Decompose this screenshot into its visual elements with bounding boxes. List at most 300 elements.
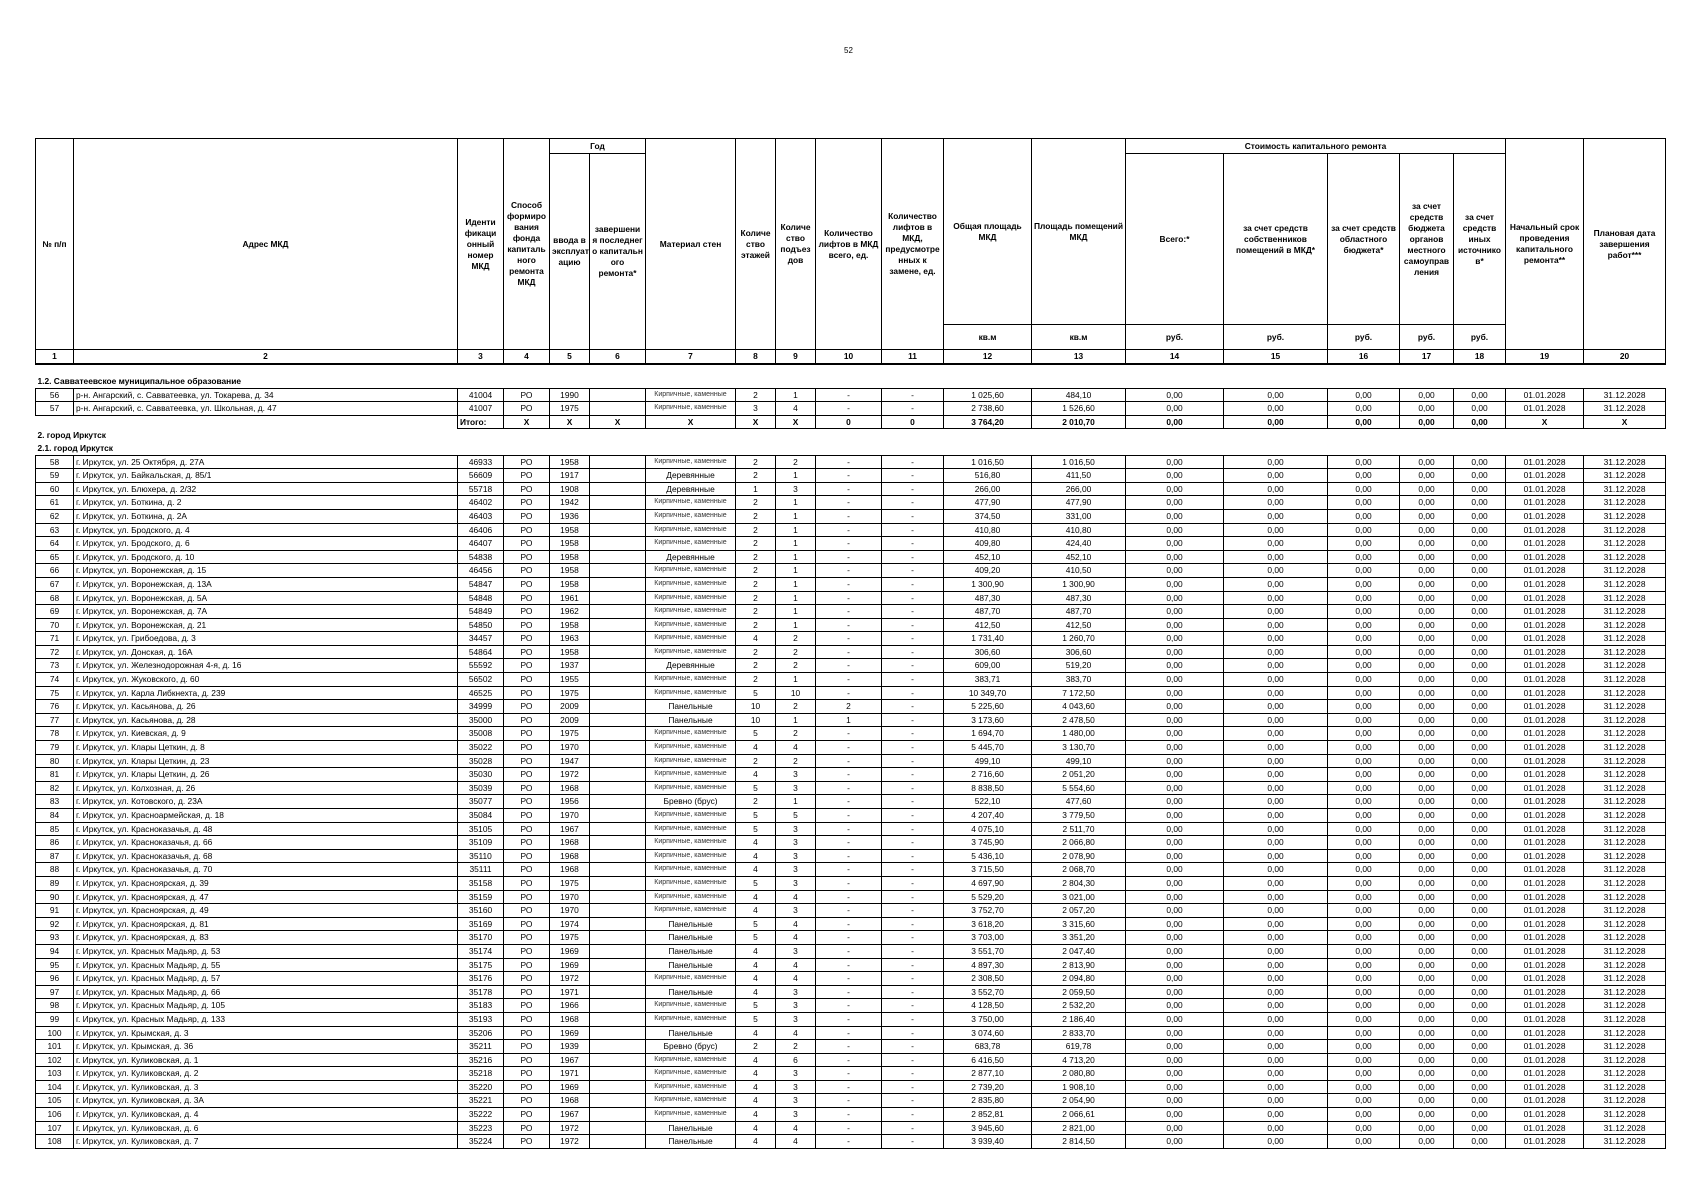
table-cell: 1967 (550, 822, 590, 836)
table-cell: 0,00 (1126, 1080, 1224, 1094)
table-cell: 0,00 (1328, 904, 1400, 918)
table-cell: 01.01.2028 (1506, 795, 1584, 809)
table-cell: 0,00 (1224, 659, 1328, 673)
table-cell: 1956 (550, 795, 590, 809)
table-cell: 01.01.2028 (1506, 673, 1584, 687)
table-cell: 54864 (458, 645, 504, 659)
table-row (36, 944, 1666, 958)
table-cell: 0,00 (1126, 944, 1224, 958)
table-cell: - (882, 931, 944, 945)
table-cell: 4 (736, 741, 776, 755)
table-cell: - (882, 809, 944, 823)
table-cell: 0,00 (1328, 836, 1400, 850)
section-title: 2.1. город Иркутск (37, 442, 113, 453)
table-cell: 1 300,90 (1032, 577, 1126, 591)
table-cell: Кирпичные, каменные (646, 999, 736, 1013)
table-cell: РО (504, 455, 550, 469)
table-cell: 306,60 (944, 645, 1032, 659)
table-cell: 1968 (550, 781, 590, 795)
table-cell: - (816, 958, 882, 972)
table-cell: г. Иркутск, ул. Крымская, д. 3 (74, 1026, 458, 1040)
table-cell: 0,00 (1126, 1053, 1224, 1067)
total-cell: X (1506, 415, 1584, 429)
table-cell: 2 (776, 455, 816, 469)
table-cell: 1939 (550, 1040, 590, 1054)
table-cell: 59 (36, 469, 74, 483)
table-cell: Кирпичные, каменные (646, 686, 736, 700)
table-cell: 4 128,50 (944, 999, 1032, 1013)
table-cell: 0,00 (1328, 972, 1400, 986)
table-cell: 0,00 (1400, 605, 1454, 619)
table-cell: 499,10 (944, 754, 1032, 768)
table-cell: - (816, 659, 882, 673)
table-cell: Кирпичные, каменные (646, 1067, 736, 1081)
table-cell: 2 (776, 632, 816, 646)
table-cell: Кирпичные, каменные (646, 822, 736, 836)
table-cell (590, 659, 646, 673)
table-cell: 0,00 (1328, 659, 1400, 673)
col-cost-local: за счет средств бюджета органов местного самоуправ ления (1400, 154, 1454, 325)
table-cell: 01.01.2028 (1506, 618, 1584, 632)
table-cell: 1971 (550, 985, 590, 999)
table-cell: 4 (736, 632, 776, 646)
table-cell: 2 054,90 (1032, 1094, 1126, 1108)
table-cell: 0,00 (1328, 645, 1400, 659)
table-cell: 64 (36, 537, 74, 551)
table-cell: 65 (36, 550, 74, 564)
table-cell: РО (504, 876, 550, 890)
table-cell: Панельные (646, 917, 736, 931)
table-cell: 0,00 (1400, 591, 1454, 605)
table-cell: - (882, 645, 944, 659)
table-cell: - (816, 944, 882, 958)
table-cell: 0,00 (1454, 904, 1506, 918)
table-cell: 35030 (458, 768, 504, 782)
table-cell: 5 (736, 781, 776, 795)
table-cell: 2 (776, 727, 816, 741)
table-cell (590, 972, 646, 986)
table-cell: 0,00 (1454, 999, 1506, 1013)
table-row (36, 482, 1666, 496)
table-cell: 1 (776, 523, 816, 537)
table-cell: - (882, 482, 944, 496)
table-cell: 0,00 (1400, 822, 1454, 836)
table-cell: РО (504, 944, 550, 958)
table-cell: 0,00 (1328, 1108, 1400, 1122)
table-cell: 0,00 (1400, 673, 1454, 687)
table-cell: 3 074,60 (944, 1026, 1032, 1040)
table-cell: 2 852,81 (944, 1108, 1032, 1122)
table-cell: 3 (776, 822, 816, 836)
table-cell: Кирпичные, каменные (646, 1080, 736, 1094)
table-cell: 0,00 (1224, 754, 1328, 768)
table-cell: 104 (36, 1080, 74, 1094)
table-cell: 0,00 (1454, 822, 1506, 836)
table-cell: 477,60 (1032, 795, 1126, 809)
table-cell: 35218 (458, 1067, 504, 1081)
table-cell: 01.01.2028 (1506, 863, 1584, 877)
table-cell: 2009 (550, 700, 590, 714)
unit-area: кв.м (944, 325, 1032, 350)
table-cell: Кирпичные, каменные (646, 523, 736, 537)
total-cell: X (504, 415, 550, 429)
table-cell: Деревянные (646, 659, 736, 673)
total-cell: 0 (816, 415, 882, 429)
table-cell: Кирпичные, каменные (646, 754, 736, 768)
table-cell: 3 (776, 944, 816, 958)
table-cell: 35084 (458, 809, 504, 823)
table-cell: - (816, 1026, 882, 1040)
table-cell: РО (504, 550, 550, 564)
table-cell: 4 (776, 1135, 816, 1149)
table-cell: 31.12.2028 (1584, 836, 1666, 850)
column-number: 17 (1400, 350, 1454, 365)
table-cell: - (816, 904, 882, 918)
table-cell: 0,00 (1400, 469, 1454, 483)
table-cell: 31.12.2028 (1584, 632, 1666, 646)
table-cell: 01.01.2028 (1506, 1080, 1584, 1094)
table-cell: 0,00 (1224, 741, 1328, 755)
table-cell: - (816, 1080, 882, 1094)
table-cell: 3 130,70 (1032, 741, 1126, 755)
table-cell: 2 (736, 659, 776, 673)
table-cell: 0,00 (1400, 577, 1454, 591)
table-cell: 0,00 (1454, 686, 1506, 700)
table-cell: 2 051,20 (1032, 768, 1126, 782)
table-cell: 31.12.2028 (1584, 849, 1666, 863)
table-cell: 2 813,90 (1032, 958, 1126, 972)
table-cell: 106 (36, 1108, 74, 1122)
table-cell: 0,00 (1400, 1012, 1454, 1026)
table-cell: р-н. Ангарский, с. Савватеевка, ул. Токарева, д. 34 (74, 388, 458, 402)
table-cell: 3 552,70 (944, 985, 1032, 999)
table-cell: 1 (776, 713, 816, 727)
table-cell: - (882, 659, 944, 673)
table-cell: 2 (736, 537, 776, 551)
table-cell (590, 1040, 646, 1054)
table-cell: 424,40 (1032, 537, 1126, 551)
table-cell: 0,00 (1126, 890, 1224, 904)
table-cell: Панельные (646, 713, 736, 727)
table-row (36, 849, 1666, 863)
table-cell: 0,00 (1400, 809, 1454, 823)
table-cell: 3 945,60 (944, 1121, 1032, 1135)
table-cell: 67 (36, 577, 74, 591)
table-cell: 7 172,50 (1032, 686, 1126, 700)
table-cell: 0,00 (1454, 700, 1506, 714)
table-cell: 0,00 (1224, 509, 1328, 523)
table-cell: 1972 (550, 1121, 590, 1135)
table-cell: 1968 (550, 1094, 590, 1108)
table-cell: 4 697,90 (944, 876, 1032, 890)
table-cell: 35110 (458, 849, 504, 863)
table-cell: 0,00 (1126, 781, 1224, 795)
table-cell: 83 (36, 795, 74, 809)
table-cell: 0,00 (1328, 537, 1400, 551)
table-cell: - (882, 700, 944, 714)
table-cell: - (882, 781, 944, 795)
table-row (36, 809, 1666, 823)
table-cell: 84 (36, 809, 74, 823)
table-cell: 0,00 (1400, 890, 1454, 904)
table-cell: 0,00 (1126, 917, 1224, 931)
table-cell (590, 795, 646, 809)
table-cell: 1 (776, 564, 816, 578)
table-cell: 31.12.2028 (1584, 809, 1666, 823)
table-cell: 0,00 (1400, 1080, 1454, 1094)
table-cell: РО (504, 781, 550, 795)
table-cell: 31.12.2028 (1584, 645, 1666, 659)
table-cell: - (882, 1040, 944, 1054)
table-cell: 2 078,90 (1032, 849, 1126, 863)
table-cell: 487,70 (944, 605, 1032, 619)
table-row (36, 958, 1666, 972)
table-cell: 409,20 (944, 564, 1032, 578)
table-cell: 0,00 (1224, 781, 1328, 795)
table-cell: 4 (736, 849, 776, 863)
col-address: Адрес МКД (74, 139, 458, 350)
table-cell: 0,00 (1224, 618, 1328, 632)
table-cell: г. Иркутск, ул. Киевская, д. 9 (74, 727, 458, 741)
table-cell: 0,00 (1328, 781, 1400, 795)
table-cell (590, 673, 646, 687)
table-cell: 10 (736, 713, 776, 727)
table-cell: - (882, 1094, 944, 1108)
table-row (36, 727, 1666, 741)
table-cell: РО (504, 1135, 550, 1149)
table-cell: РО (504, 1026, 550, 1040)
table-cell: 0,00 (1454, 781, 1506, 795)
table-cell: - (816, 741, 882, 755)
table-cell: - (816, 1012, 882, 1026)
table-cell: р-н. Ангарский, с. Савватеевка, ул. Школьная, д. 47 (74, 402, 458, 416)
table-cell: 01.01.2028 (1506, 944, 1584, 958)
table-cell: 1975 (550, 931, 590, 945)
table-cell: 3 (776, 1012, 816, 1026)
table-cell: г. Иркутск, ул. Котовского, д. 23А (74, 795, 458, 809)
table-cell: 97 (36, 985, 74, 999)
table-cell: 0,00 (1400, 564, 1454, 578)
table-cell: 0,00 (1126, 632, 1224, 646)
table-row (36, 686, 1666, 700)
table-cell: 0,00 (1224, 700, 1328, 714)
total-cell: X (646, 415, 736, 429)
table-cell: г. Иркутск, ул. Клары Цеткин, д. 8 (74, 741, 458, 755)
table-cell: РО (504, 509, 550, 523)
table-cell: - (882, 673, 944, 687)
table-cell: г. Иркутск, ул. Красных Мадьяр, д. 55 (74, 958, 458, 972)
table-cell: 31.12.2028 (1584, 713, 1666, 727)
table-cell: 01.01.2028 (1506, 659, 1584, 673)
table-cell: 3 750,00 (944, 1012, 1032, 1026)
table-cell: 3 (776, 1080, 816, 1094)
table-cell: 1 (776, 795, 816, 809)
table-row (36, 985, 1666, 999)
table-cell: 0,00 (1454, 388, 1506, 402)
table-cell: 0,00 (1224, 904, 1328, 918)
table-cell: - (816, 863, 882, 877)
table-cell: 0,00 (1224, 795, 1328, 809)
table-cell: Кирпичные, каменные (646, 1094, 736, 1108)
table-row (36, 1040, 1666, 1054)
table-cell: 1 (776, 605, 816, 619)
total-cell: 0,00 (1328, 415, 1400, 429)
column-number: 6 (590, 350, 646, 365)
table-cell: 10 (776, 686, 816, 700)
table-cell: 31.12.2028 (1584, 469, 1666, 483)
table-cell: 0,00 (1224, 822, 1328, 836)
table-cell: 0,00 (1126, 958, 1224, 972)
table-row (36, 1067, 1666, 1081)
table-cell: - (816, 754, 882, 768)
table-cell: 31.12.2028 (1584, 700, 1666, 714)
table-cell: 46402 (458, 496, 504, 510)
table-cell: 383,71 (944, 673, 1032, 687)
table-cell: Кирпичные, каменные (646, 863, 736, 877)
table-cell: - (882, 727, 944, 741)
table-cell: 77 (36, 713, 74, 727)
table-cell: 4 043,60 (1032, 700, 1126, 714)
table-cell: 484,10 (1032, 388, 1126, 402)
table-cell: 31.12.2028 (1584, 1012, 1666, 1026)
table-cell: 5 (736, 809, 776, 823)
table-cell: 5 (736, 917, 776, 931)
table-cell: г. Иркутск, ул. Красных Мадьяр, д. 105 (74, 999, 458, 1013)
table-cell: г. Иркутск, ул. Блюхера, д. 2/32 (74, 482, 458, 496)
table-cell: 0,00 (1224, 836, 1328, 850)
total-cell: 0 (882, 415, 944, 429)
table-cell: 58 (36, 455, 74, 469)
table-cell: 0,00 (1126, 849, 1224, 863)
unit-area: кв.м (1032, 325, 1126, 350)
table-cell: 0,00 (1400, 1094, 1454, 1108)
table-cell: 0,00 (1224, 876, 1328, 890)
table-cell: 3 351,20 (1032, 931, 1126, 945)
table-cell: 31.12.2028 (1584, 686, 1666, 700)
table-cell: Кирпичные, каменные (646, 768, 736, 782)
table-cell: 0,00 (1454, 1121, 1506, 1135)
table-cell: 46933 (458, 455, 504, 469)
table-cell: 2 057,20 (1032, 904, 1126, 918)
table-cell: 1968 (550, 1012, 590, 1026)
table-cell: 1 526,60 (1032, 402, 1126, 416)
table-cell: 0,00 (1126, 809, 1224, 823)
table-cell: 0,00 (1328, 455, 1400, 469)
table-cell: Кирпичные, каменные (646, 509, 736, 523)
table-cell: 31.12.2028 (1584, 1026, 1666, 1040)
table-cell: 31.12.2028 (1584, 822, 1666, 836)
table-cell: 4 (736, 904, 776, 918)
table-cell: 4 075,10 (944, 822, 1032, 836)
table-cell: Кирпичные, каменные (646, 564, 736, 578)
table-cell: 0,00 (1126, 659, 1224, 673)
table-cell: Кирпичные, каменные (646, 1012, 736, 1026)
table-cell: 0,00 (1328, 1067, 1400, 1081)
table-cell: 0,00 (1224, 577, 1328, 591)
table-cell: Кирпичные, каменные (646, 1053, 736, 1067)
table-cell: 1971 (550, 1067, 590, 1081)
table-cell: 2 047,40 (1032, 944, 1126, 958)
table-cell: г. Иркутск, ул. Красноярская, д. 49 (74, 904, 458, 918)
table-cell: 71 (36, 632, 74, 646)
table-cell: 0,00 (1126, 1121, 1224, 1135)
table-cell: - (816, 509, 882, 523)
table-cell: - (816, 496, 882, 510)
table-cell (590, 754, 646, 768)
table-cell: 2 068,70 (1032, 863, 1126, 877)
table-cell: 0,00 (1454, 958, 1506, 972)
table-cell: РО (504, 632, 550, 646)
table-cell: 4 (776, 931, 816, 945)
table-cell: 2 (776, 1040, 816, 1054)
table-cell: Кирпичные, каменные (646, 727, 736, 741)
table-cell: РО (504, 469, 550, 483)
table-cell: 1 016,50 (944, 455, 1032, 469)
table-cell: 31.12.2028 (1584, 1094, 1666, 1108)
table-cell: 4 897,30 (944, 958, 1032, 972)
table-cell: 01.01.2028 (1506, 1053, 1584, 1067)
table-cell: 1958 (550, 550, 590, 564)
table-cell: РО (504, 388, 550, 402)
table-cell: 4 (736, 1135, 776, 1149)
table-cell: 0,00 (1400, 1040, 1454, 1054)
table-cell: 0,00 (1454, 469, 1506, 483)
table-cell: 01.01.2028 (1506, 537, 1584, 551)
table-cell (590, 388, 646, 402)
table-cell: 01.01.2028 (1506, 781, 1584, 795)
table-row (36, 1135, 1666, 1149)
table-cell: 1958 (550, 645, 590, 659)
table-cell: 4 (736, 890, 776, 904)
table-cell: г. Иркутск, ул. 25 Октября, д. 27А (74, 455, 458, 469)
unit-rub: руб. (1328, 325, 1400, 350)
table-cell: 1 (776, 550, 816, 564)
table-cell: РО (504, 836, 550, 850)
table-cell: 0,00 (1454, 713, 1506, 727)
table-cell: 1990 (550, 388, 590, 402)
table-cell: - (816, 564, 882, 578)
table-cell: г. Иркутск, ул. Воронежская, д. 21 (74, 618, 458, 632)
table-cell: 0,00 (1454, 985, 1506, 999)
table-cell: 1967 (550, 1053, 590, 1067)
table-cell: 5 (736, 999, 776, 1013)
table-cell: 80 (36, 754, 74, 768)
table-cell: 3 (776, 904, 816, 918)
table-cell: - (816, 523, 882, 537)
table-cell: - (816, 985, 882, 999)
table-cell: 01.01.2028 (1506, 809, 1584, 823)
table-cell: 0,00 (1328, 822, 1400, 836)
table-cell: 2 (736, 523, 776, 537)
table-cell: - (816, 455, 882, 469)
table-cell: 4 (776, 972, 816, 986)
table-cell: Деревянные (646, 469, 736, 483)
table-cell (590, 1094, 646, 1108)
table-cell: 0,00 (1224, 455, 1328, 469)
table-cell: 31.12.2028 (1584, 999, 1666, 1013)
table-cell: Панельные (646, 931, 736, 945)
table-cell: 0,00 (1224, 1135, 1328, 1149)
table-cell: 31.12.2028 (1584, 550, 1666, 564)
table-cell: 0,00 (1224, 849, 1328, 863)
table-cell: 0,00 (1328, 388, 1400, 402)
table-cell: 63 (36, 523, 74, 537)
table-cell: 31.12.2028 (1584, 1053, 1666, 1067)
table-cell (590, 727, 646, 741)
table-cell: 0,00 (1328, 917, 1400, 931)
column-number: 12 (944, 350, 1032, 365)
table-cell: 4 (776, 741, 816, 755)
